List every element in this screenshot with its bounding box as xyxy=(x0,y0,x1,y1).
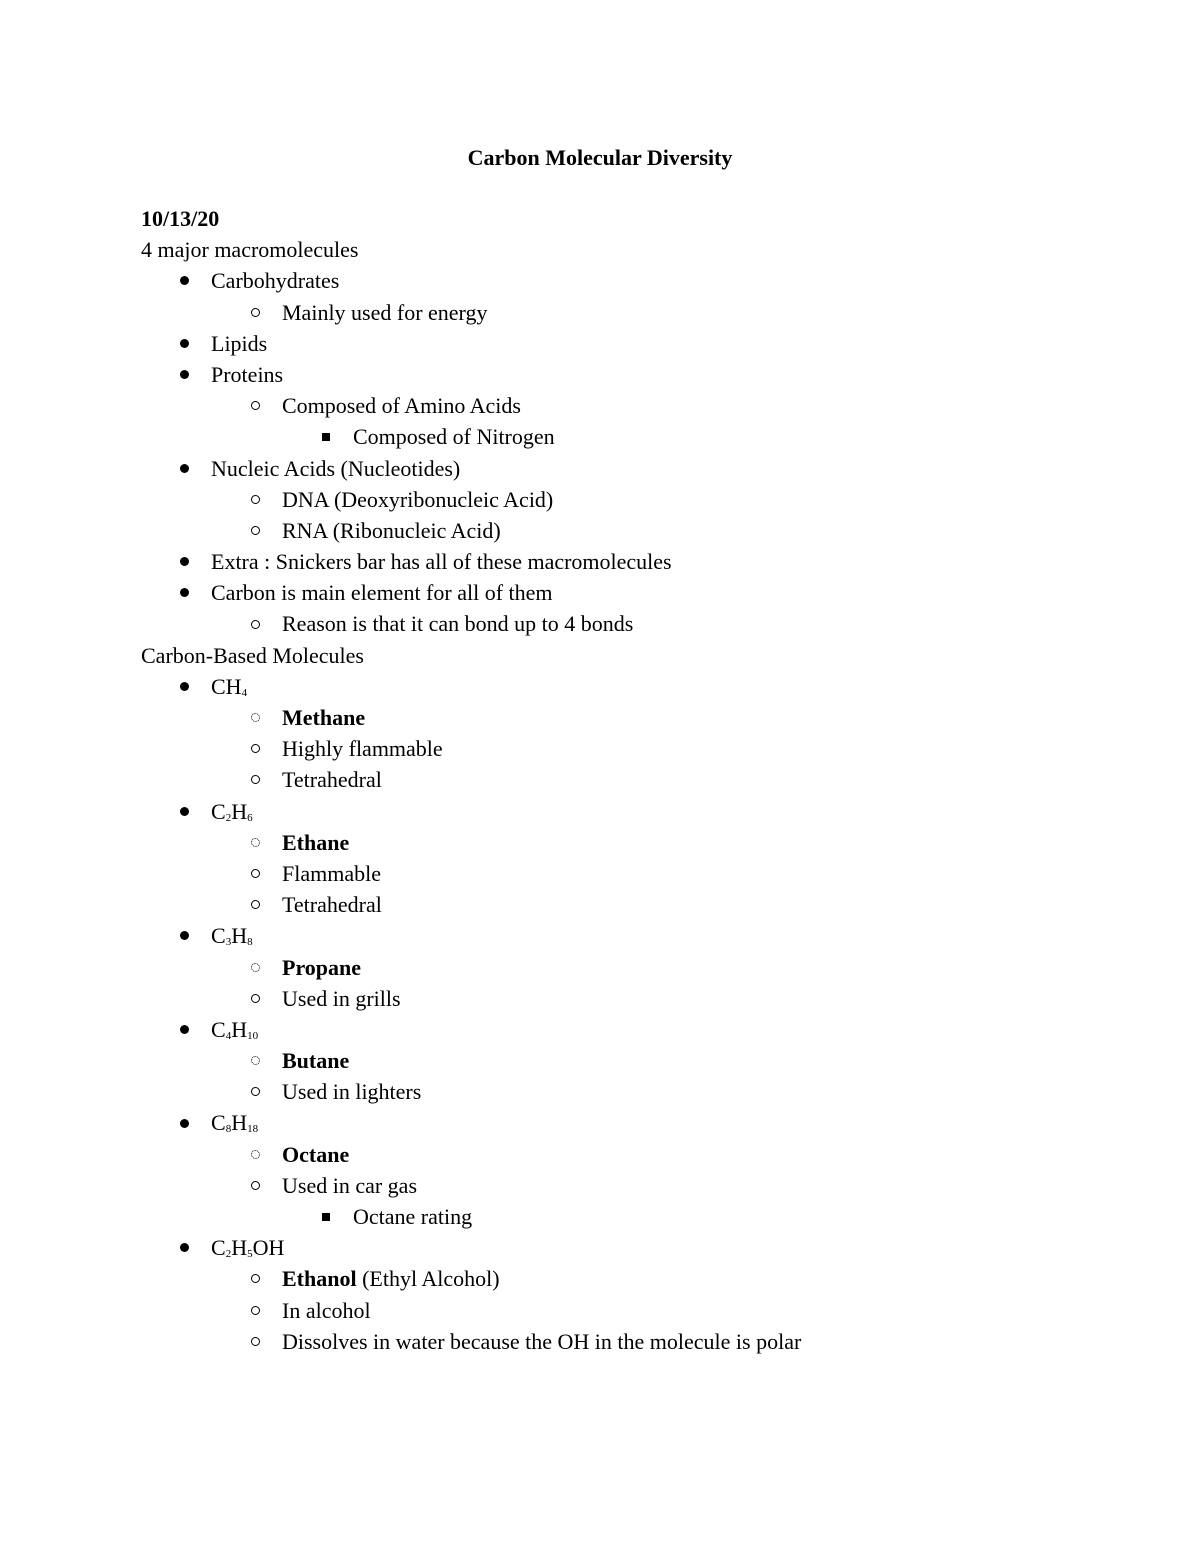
list-item-name-propane: Propane xyxy=(141,952,1141,983)
bullet-circle-icon xyxy=(251,526,260,535)
bullet-circle-icon xyxy=(251,1337,260,1346)
list-item-formula-methane: $CH_4$ xyxy=(141,671,1141,702)
bullet-disc-icon xyxy=(180,682,189,691)
list-item-nucleic-acids: Nucleic Acids (Nucleotides) xyxy=(141,453,1141,484)
bullet-circle-icon xyxy=(251,713,260,722)
bullet-circle-icon xyxy=(251,775,260,784)
list-item-name-octane: Octane xyxy=(141,1139,1141,1170)
list-item-note: Used in lighters xyxy=(141,1076,1141,1107)
bullet-circle-icon xyxy=(251,869,260,878)
list-item-lipids: Lipids xyxy=(141,328,1141,359)
bullet-circle-icon xyxy=(251,620,260,629)
list-item-formula-ethane: $C_2H_6$ xyxy=(141,796,1141,827)
bullet-disc-icon xyxy=(180,370,189,379)
list-item-proteins: Proteins xyxy=(141,359,1141,390)
bullet-circle-icon xyxy=(251,1181,260,1190)
bullet-circle-icon xyxy=(251,744,260,753)
list-item-note: Used in car gas xyxy=(141,1170,1141,1201)
list-item-note: Used in grills xyxy=(141,983,1141,1014)
bullet-disc-icon xyxy=(180,557,189,566)
bullet-circle-icon xyxy=(251,1087,260,1096)
list-item-note: In alcohol xyxy=(141,1295,1141,1326)
bullet-circle-icon xyxy=(251,900,260,909)
bullet-circle-icon xyxy=(251,963,260,972)
bullet-circle-icon xyxy=(251,1274,260,1283)
list-item-proteins-note: Composed of Amino Acids xyxy=(141,390,1141,421)
section-heading-macromolecules: 4 major macromolecules xyxy=(141,237,359,263)
bullet-circle-icon xyxy=(251,495,260,504)
bullet-disc-icon xyxy=(180,464,189,473)
bullet-square-icon xyxy=(322,433,330,441)
list-item-name-ethane: Ethane xyxy=(141,827,1141,858)
bullet-disc-icon xyxy=(180,588,189,597)
bullet-circle-icon xyxy=(251,1306,260,1315)
list-item-subnote: Octane rating xyxy=(141,1201,1141,1232)
bullet-circle-icon xyxy=(251,1056,260,1065)
bullet-disc-icon xyxy=(180,1119,189,1128)
bullet-disc-icon xyxy=(180,931,189,940)
list-item-carbohydrates-note: Mainly used for energy xyxy=(141,297,1141,328)
list-item-formula-ethanol: $C_2H_5OH$ xyxy=(141,1232,1141,1263)
list-item-name-butane: Butane xyxy=(141,1045,1141,1076)
bullet-disc-icon xyxy=(180,339,189,348)
bullet-disc-icon xyxy=(180,276,189,285)
list-item-note: Tetrahedral xyxy=(141,764,1141,795)
document-title: Carbon Molecular Diversity xyxy=(467,145,733,170)
list-item-formula-butane: $C_4H_{10}$ xyxy=(141,1014,1141,1045)
list-item-note: Flammable xyxy=(141,858,1141,889)
list-item-proteins-subnote: Composed of Nitrogen xyxy=(141,421,1141,452)
list-item-name-methane: Methane xyxy=(141,702,1141,733)
section-heading-carbon-based: Carbon-Based Molecules xyxy=(141,642,364,668)
bullet-circle-icon xyxy=(251,1150,260,1159)
list-item-carbon: Carbon is main element for all of them xyxy=(141,577,1141,608)
list-item-extra: Extra : Snickers bar has all of these macromolecules xyxy=(141,546,1141,577)
bullet-circle-icon xyxy=(251,838,260,847)
list-item-name-ethanol: Ethanol (Ethyl Alcohol) xyxy=(141,1263,1141,1294)
list-item-carbohydrates: Carbohydrates xyxy=(141,265,1141,296)
list-item-dna: DNA (Deoxyribonucleic Acid) xyxy=(141,484,1141,515)
list-item-note: Dissolves in water because the OH in the molecule is polar xyxy=(141,1326,1141,1357)
bullet-disc-icon xyxy=(180,1243,189,1252)
list-item-note: Tetrahedral xyxy=(141,889,1141,920)
list-item-rna: RNA (Ribonucleic Acid) xyxy=(141,515,1141,546)
list-item-formula-octane: $C_8H_{18}$ xyxy=(141,1107,1141,1138)
bullet-square-icon xyxy=(322,1213,330,1221)
bullet-disc-icon xyxy=(180,807,189,816)
list-item-note: Highly flammable xyxy=(141,733,1141,764)
notes-date: 10/13/20 xyxy=(141,206,220,231)
bullet-circle-icon xyxy=(251,401,260,410)
bullet-circle-icon xyxy=(251,308,260,317)
list-item-formula-propane: $C_3H_8$ xyxy=(141,920,1141,951)
bullet-disc-icon xyxy=(180,1025,189,1034)
bullet-circle-icon xyxy=(251,994,260,1003)
list-item-carbon-reason: Reason is that it can bond up to 4 bonds xyxy=(141,608,1141,639)
notes-body xyxy=(141,203,1141,1357)
